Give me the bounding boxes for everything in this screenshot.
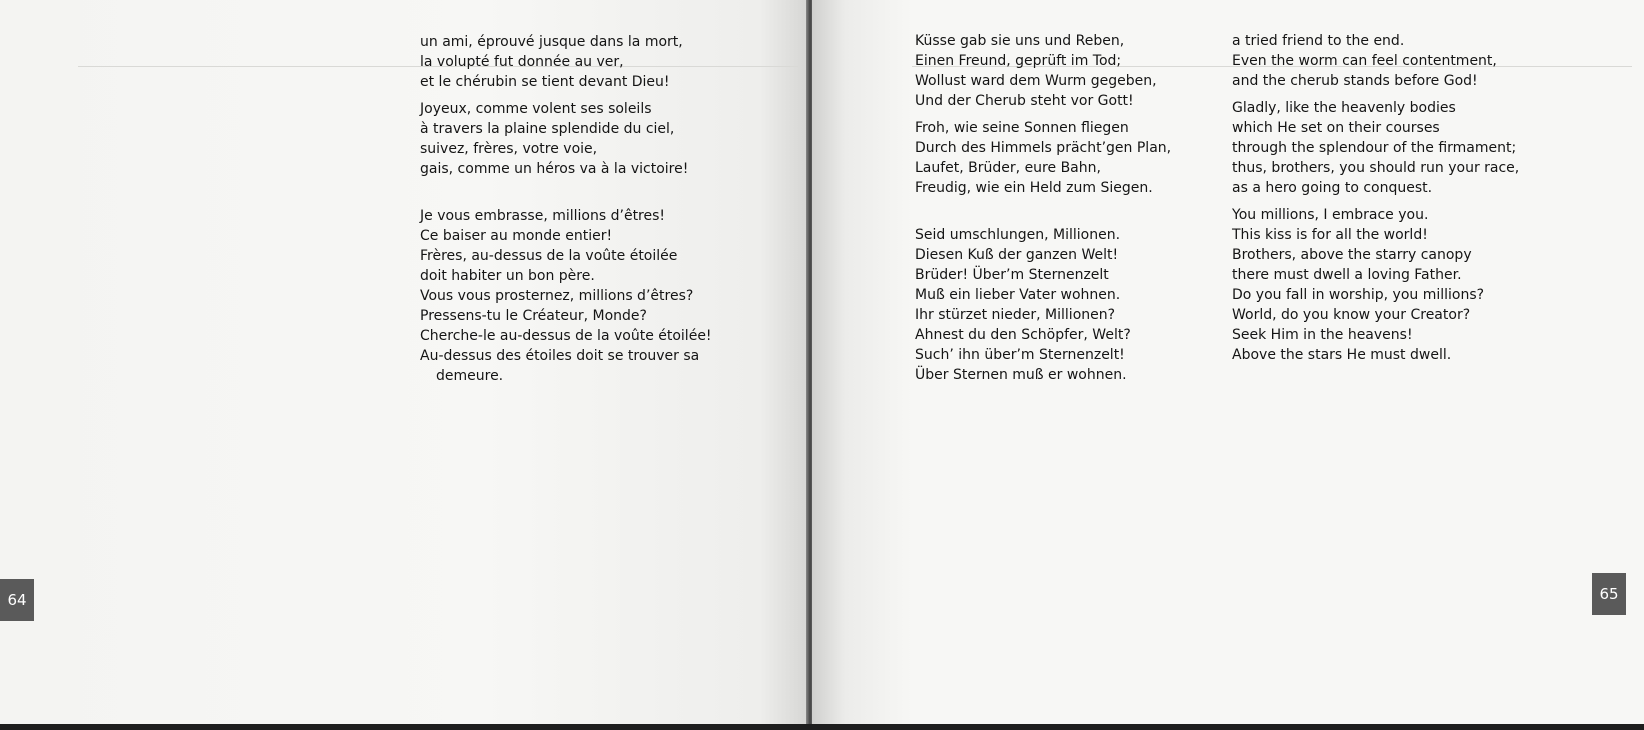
lyric-line: a tried friend to the end.: [1232, 33, 1405, 49]
lyric-line: and the cherub stands before God!: [1232, 73, 1478, 89]
lyric-line: Küsse gab sie uns und Reben,: [915, 33, 1125, 49]
german-stanza-2: [915, 118, 1171, 198]
french-stanza-3: [420, 206, 712, 386]
lyric-line: doit habiter un bon père.: [420, 268, 595, 284]
lyric-line: Durch des Himmels prächt’gen Plan,: [915, 140, 1172, 156]
lyric-line: Diesen Kuß der ganzen Welt!: [915, 247, 1119, 263]
lyric-line: Ahnest du den Schöpfer, Welt?: [915, 327, 1131, 343]
lyric-line: Und der Cherub steht vor Gott!: [915, 93, 1134, 109]
lyric-line: Above the stars He must dwell.: [1232, 347, 1452, 363]
lyric-line: as a hero going to conquest.: [1232, 180, 1433, 196]
lyric-line: Ihr stürzet nieder, Millionen?: [915, 307, 1116, 323]
lyric-line: à travers la plaine splendide du ciel,: [420, 121, 675, 137]
lyric-line: demeure.: [436, 368, 504, 384]
lyric-line: Laufet, Brüder, eure Bahn,: [915, 160, 1101, 176]
bottom-edge-shadow: [0, 724, 1644, 730]
lyric-line: Wollust ward dem Wurm gegeben,: [915, 73, 1157, 89]
lyric-line: et le chérubin se tient devant Dieu!: [420, 74, 670, 90]
lyric-line: Froh, wie seine Sonnen fliegen: [915, 120, 1129, 136]
page-number-tab: 65: [1592, 573, 1626, 615]
lyric-line: Freudig, wie ein Held zum Siegen.: [915, 180, 1153, 196]
lyric-line: Even the worm can feel contentment,: [1232, 53, 1497, 69]
lyric-line: Cherche-le au-dessus de la voûte étoilée!: [420, 328, 712, 344]
french-stanza-1: [420, 32, 712, 92]
german-stanza-1: [915, 31, 1171, 111]
english-stanza-1: [1232, 31, 1519, 91]
lyric-line: Brothers, above the starry canopy: [1232, 247, 1472, 263]
lyric-line: Seid umschlungen, Millionen.: [915, 227, 1121, 243]
lyric-line: Seek Him in the heavens!: [1232, 327, 1413, 343]
lyric-line: la volupté fut donnée au ver,: [420, 54, 624, 70]
lyric-line: This kiss is for all the world!: [1232, 227, 1428, 243]
lyric-line: through the splendour of the firmament;: [1232, 140, 1517, 156]
lyric-line: which He set on their courses: [1232, 120, 1440, 136]
lyric-line: suivez, frères, votre voie,: [420, 141, 598, 157]
lyric-line: Brüder! Über’m Sternenzelt: [915, 267, 1109, 283]
lyric-line: Joyeux, comme volent ses soleils: [420, 101, 652, 117]
page-number-tab: 64: [0, 579, 34, 621]
left-page: [0, 0, 808, 730]
english-stanza-3: [1232, 205, 1519, 365]
french-lyrics-column: [420, 32, 712, 393]
lyric-line: thus, brothers, you should run your race,: [1232, 160, 1520, 176]
lyric-line: un ami, éprouvé jusque dans la mort,: [420, 34, 683, 50]
french-stanza-2: [420, 99, 712, 179]
lyric-line: Pressens-tu le Créateur, Monde?: [420, 308, 647, 324]
lyric-line: Such’ ihn über’m Sternenzelt!: [915, 347, 1125, 363]
right-page: [812, 0, 1644, 730]
lyric-line: Muß ein lieber Vater wohnen.: [915, 287, 1121, 303]
english-stanza-2: [1232, 98, 1519, 198]
german-lyrics-column: [915, 31, 1171, 392]
lyric-line: there must dwell a loving Father.: [1232, 267, 1462, 283]
lyric-line: Frères, au-dessus de la voûte étoilée: [420, 248, 678, 264]
lyric-line: Do you fall in worship, you millions?: [1232, 287, 1485, 303]
lyric-line: Je vous embrasse, millions d’êtres!: [420, 208, 666, 224]
lyric-line: Einen Freund, geprüft im Tod;: [915, 53, 1122, 69]
lyric-line: Vous vous prosternez, millions d’êtres?: [420, 288, 694, 304]
lyric-line: Ce baiser au monde entier!: [420, 228, 613, 244]
lyric-line: gais, comme un héros va à la victoire!: [420, 161, 689, 177]
lyric-line: World, do you know your Creator?: [1232, 307, 1471, 323]
english-lyrics-column: [1232, 31, 1519, 372]
lyric-line: You millions, I embrace you.: [1232, 207, 1429, 223]
german-stanza-3: [915, 225, 1171, 385]
lyric-line: Über Sternen muß er wohnen.: [915, 367, 1127, 383]
lyric-line: Au-dessus des étoiles doit se trouver sa: [420, 348, 700, 364]
lyric-line: Gladly, like the heavenly bodies: [1232, 100, 1456, 116]
